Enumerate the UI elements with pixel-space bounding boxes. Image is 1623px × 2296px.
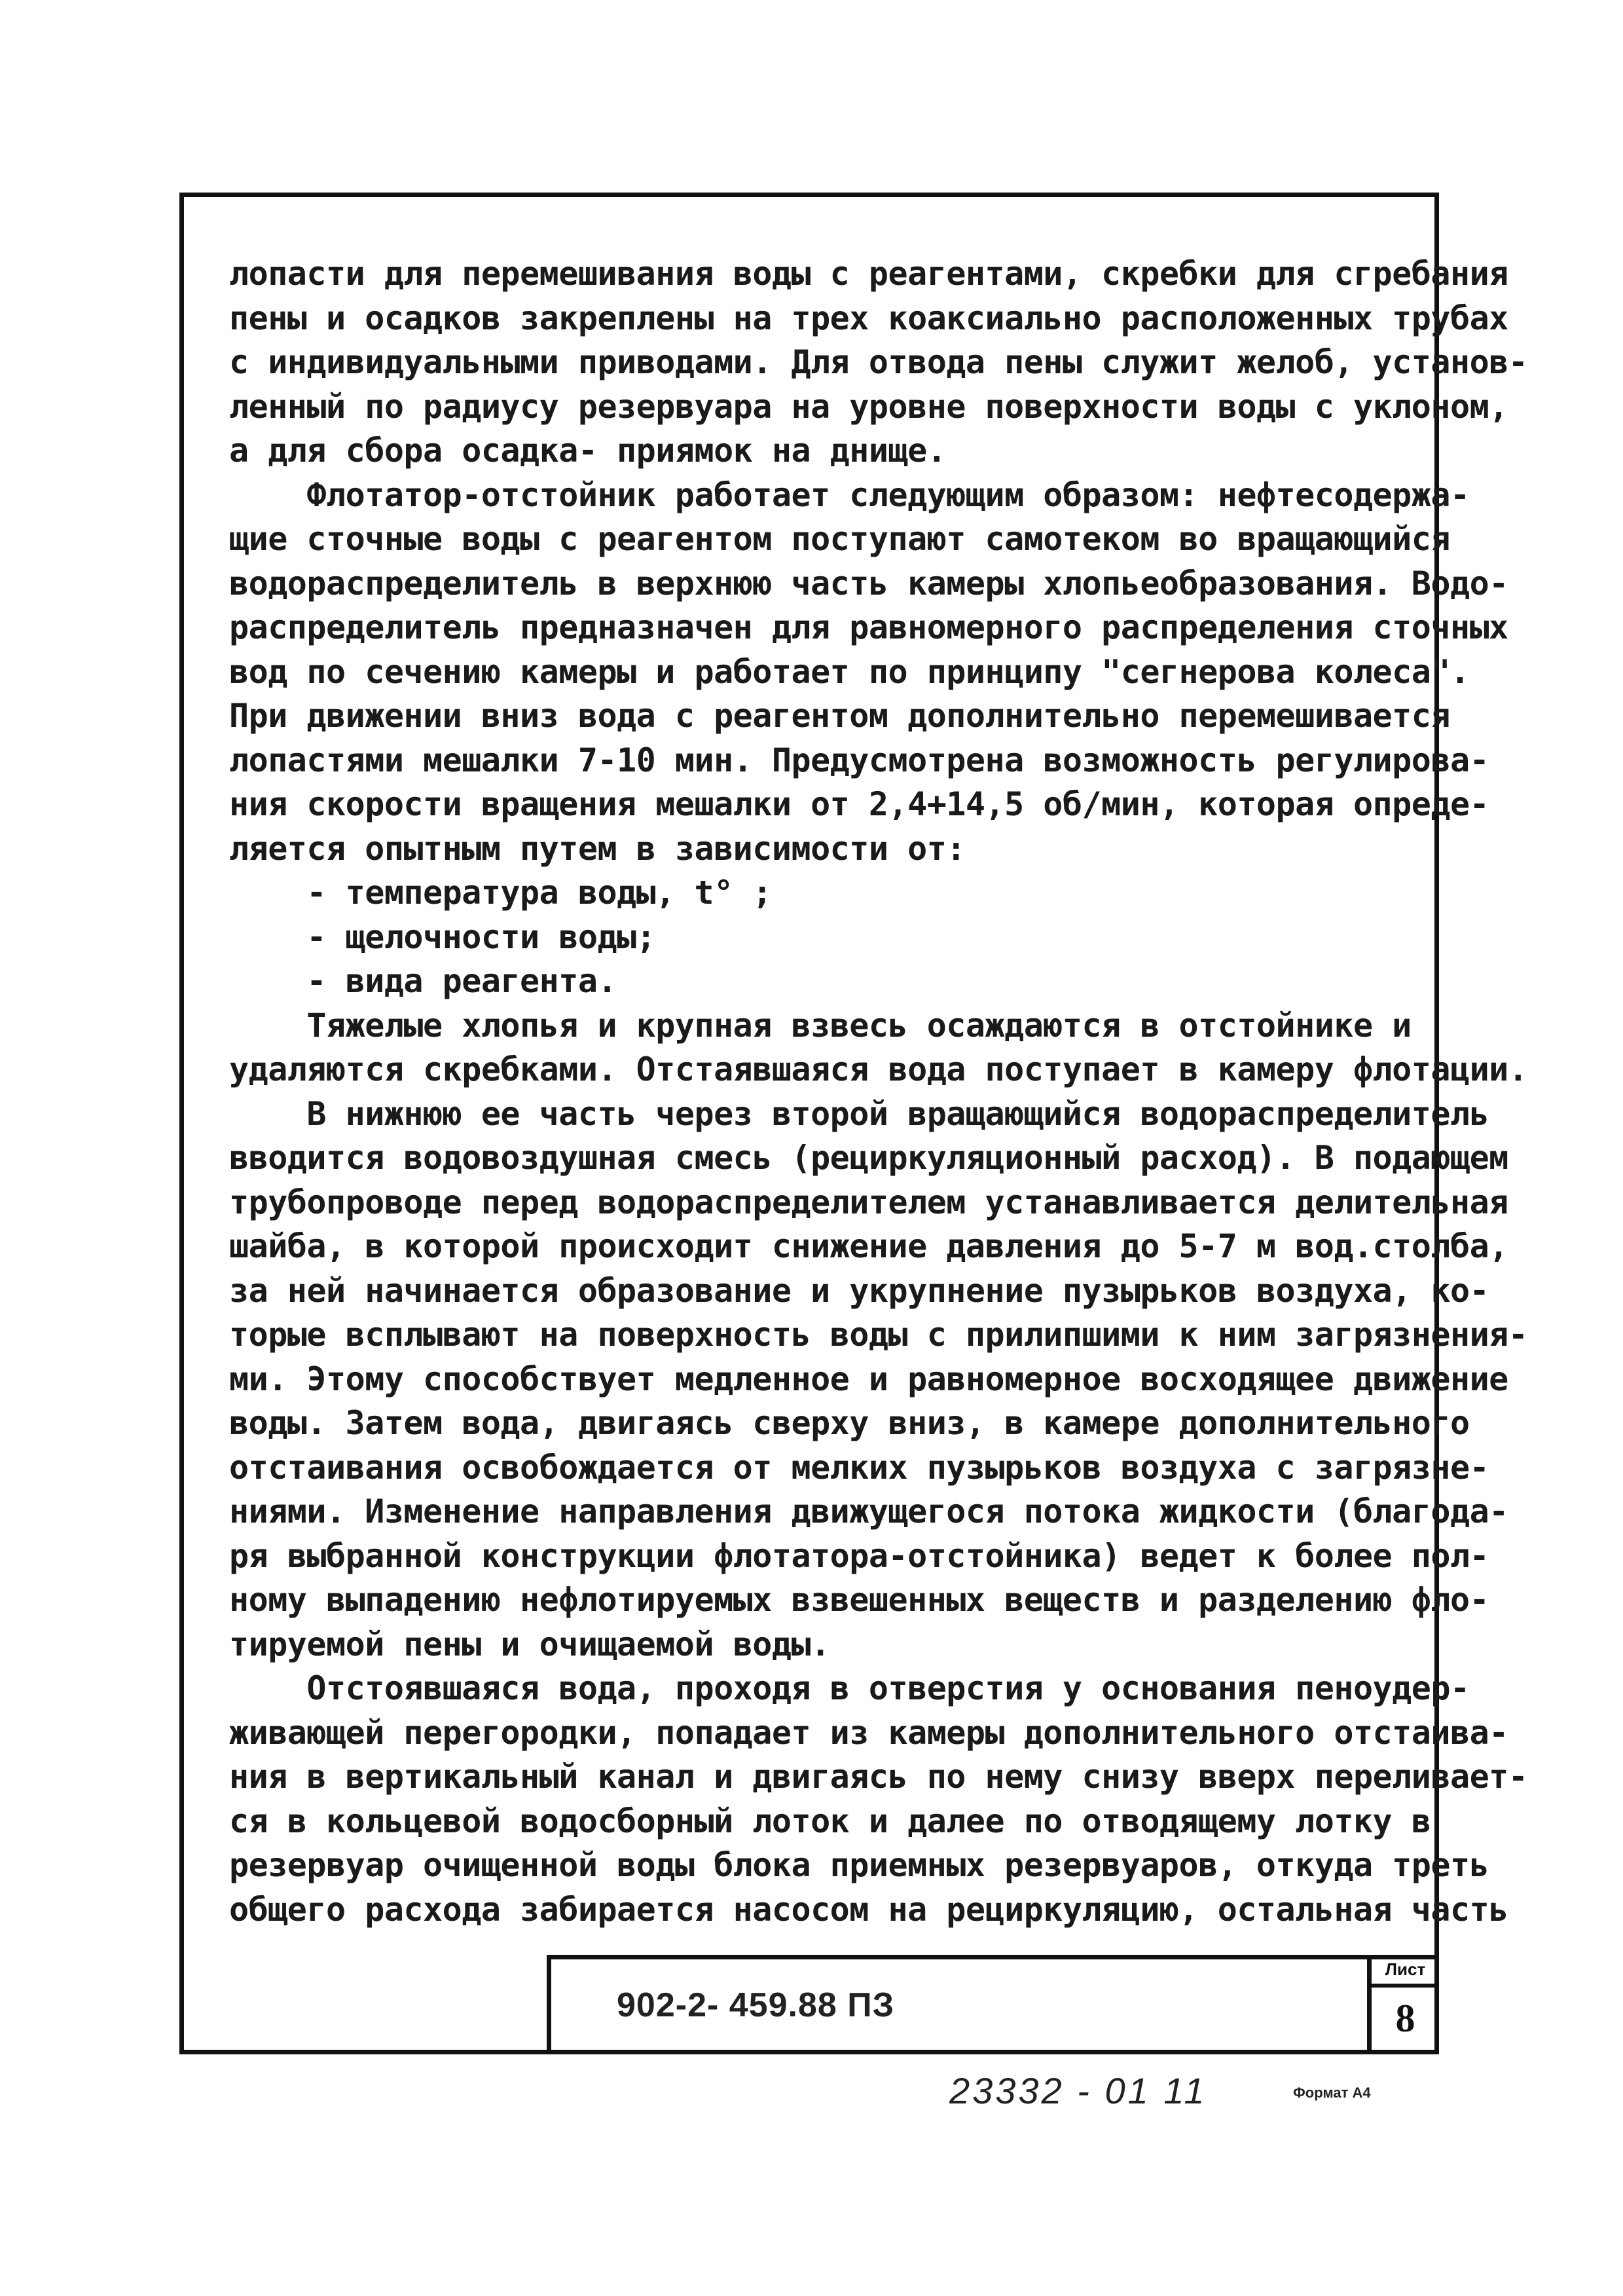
text-line: - вида реагента.: [229, 962, 617, 1000]
text-line: лопасти для перемешивания воды с реагентами, скребки для сгребания: [229, 255, 1508, 293]
text-line: пены и осадков закреплены на трех коаксиально расположенных трубах: [229, 299, 1508, 337]
text-line: ся в кольцевой водосборный лоток и далее по отводящему лотку в: [229, 1802, 1431, 1840]
text-line: Тяжелые хлопья и крупная взвесь осаждаются в отстойнике и: [229, 1006, 1412, 1045]
format-label: Формат А4: [1293, 2084, 1371, 2101]
text-line: - щелочности воды;: [229, 917, 656, 956]
title-block-stamp: [547, 1955, 1439, 2054]
body-text: [229, 252, 1528, 1932]
text-line: торые всплывают на поверхность воды с прилипшими к ним загрязнения-: [229, 1316, 1528, 1354]
text-line: общего расхода забирается насосом на рециркуляцию, остальная часть: [229, 1890, 1508, 1929]
text-line: ному выпадению нефлотируемых взвешенных веществ и разделению фло-: [229, 1581, 1489, 1619]
sheet-label: Лист: [1372, 1955, 1439, 1988]
text-line: ря выбранной конструкции флотатора-отстойника) ведет к более пол-: [229, 1536, 1489, 1575]
text-line: ниями. Изменение направления движущегося потока жидкости (благода-: [229, 1492, 1508, 1530]
text-line: живающей перегородки, попадает из камеры дополнительного отстаива-: [229, 1713, 1508, 1752]
text-line: Флотатор-отстойник работает следующим образом: нефтесодержа-: [229, 475, 1470, 514]
document-code: 902-2- 459.88 ПЗ: [617, 1986, 895, 2024]
text-line: - температура воды, t° ;: [229, 874, 772, 912]
text-line: вводится водовоздушная смесь (рециркуляционный расход). В подающем: [229, 1139, 1508, 1177]
text-line: за ней начинается образование и укрупнение пузырьков воздуха, ко-: [229, 1271, 1489, 1310]
text-line: ляется опытным путем в зависимости от:: [229, 829, 966, 868]
text-line: ми. Этому способствует медленное и равномерное восходящее движение: [229, 1360, 1508, 1398]
text-line: удаляются скребками. Отстаявшаяся вода поступает в камеру флотации.: [229, 1050, 1528, 1088]
text-line: резервуар очищенной воды блока приемных резервуаров, откуда треть: [229, 1846, 1489, 1884]
text-line: вод по сечению камеры и работает по принципу "сегнерова колеса".: [229, 652, 1470, 691]
text-line: ленный по радиусу резервуара на уровне поверхности воды с уклоном,: [229, 387, 1508, 426]
sheet-number: 8: [1395, 1997, 1415, 2040]
text-line: а для сбора осадка- приямок на днище.: [229, 432, 947, 470]
text-line: тируемой пены и очищаемой воды.: [229, 1625, 830, 1663]
text-line: водораспределитель в верхнюю часть камеры хлопьеобразования. Водо-: [229, 564, 1508, 602]
text-line: отстаивания освобождается от мелких пузырьков воздуха с загрязне-: [229, 1448, 1489, 1487]
text-line: воды. Затем вода, двигаясь сверху вниз, в камере дополнительного: [229, 1404, 1470, 1442]
sheet-box: [1367, 1955, 1439, 2054]
text-line: При движении вниз вода с реагентом дополнительно перемешивается: [229, 697, 1450, 735]
text-line: В нижнюю ее часть через второй вращающийся водораспределитель: [229, 1094, 1489, 1133]
text-line: с индивидуальными приводами. Для отвода пены служит желоб, установ-: [229, 343, 1528, 381]
text-line: лопастями мешалки 7-10 мин. Предусмотрена возможность регулирова-: [229, 741, 1489, 779]
text-line: трубопроводе перед водораспределителем устанавливается делительная: [229, 1183, 1508, 1221]
text-line: Отстоявшаяся вода, проходя в отверстия у основания пеноудер-: [229, 1669, 1470, 1707]
text-line: ния скорости вращения мешалки от 2,4+14,5 об/мин, которая опреде-: [229, 785, 1489, 823]
text-line: щие сточные воды с реагентом поступают самотеком во вращающийся: [229, 520, 1450, 558]
text-line: шайба, в которой происходит снижение давления до 5-7 м вод.столба,: [229, 1227, 1508, 1265]
inventory-number: 23332 - 01 11: [949, 2070, 1207, 2111]
text-line: распределитель предназначен для равномерного распределения сточных: [229, 608, 1508, 646]
text-line: ния в вертикальный канал и двигаясь по нему снизу вверх переливает-: [229, 1758, 1528, 1796]
